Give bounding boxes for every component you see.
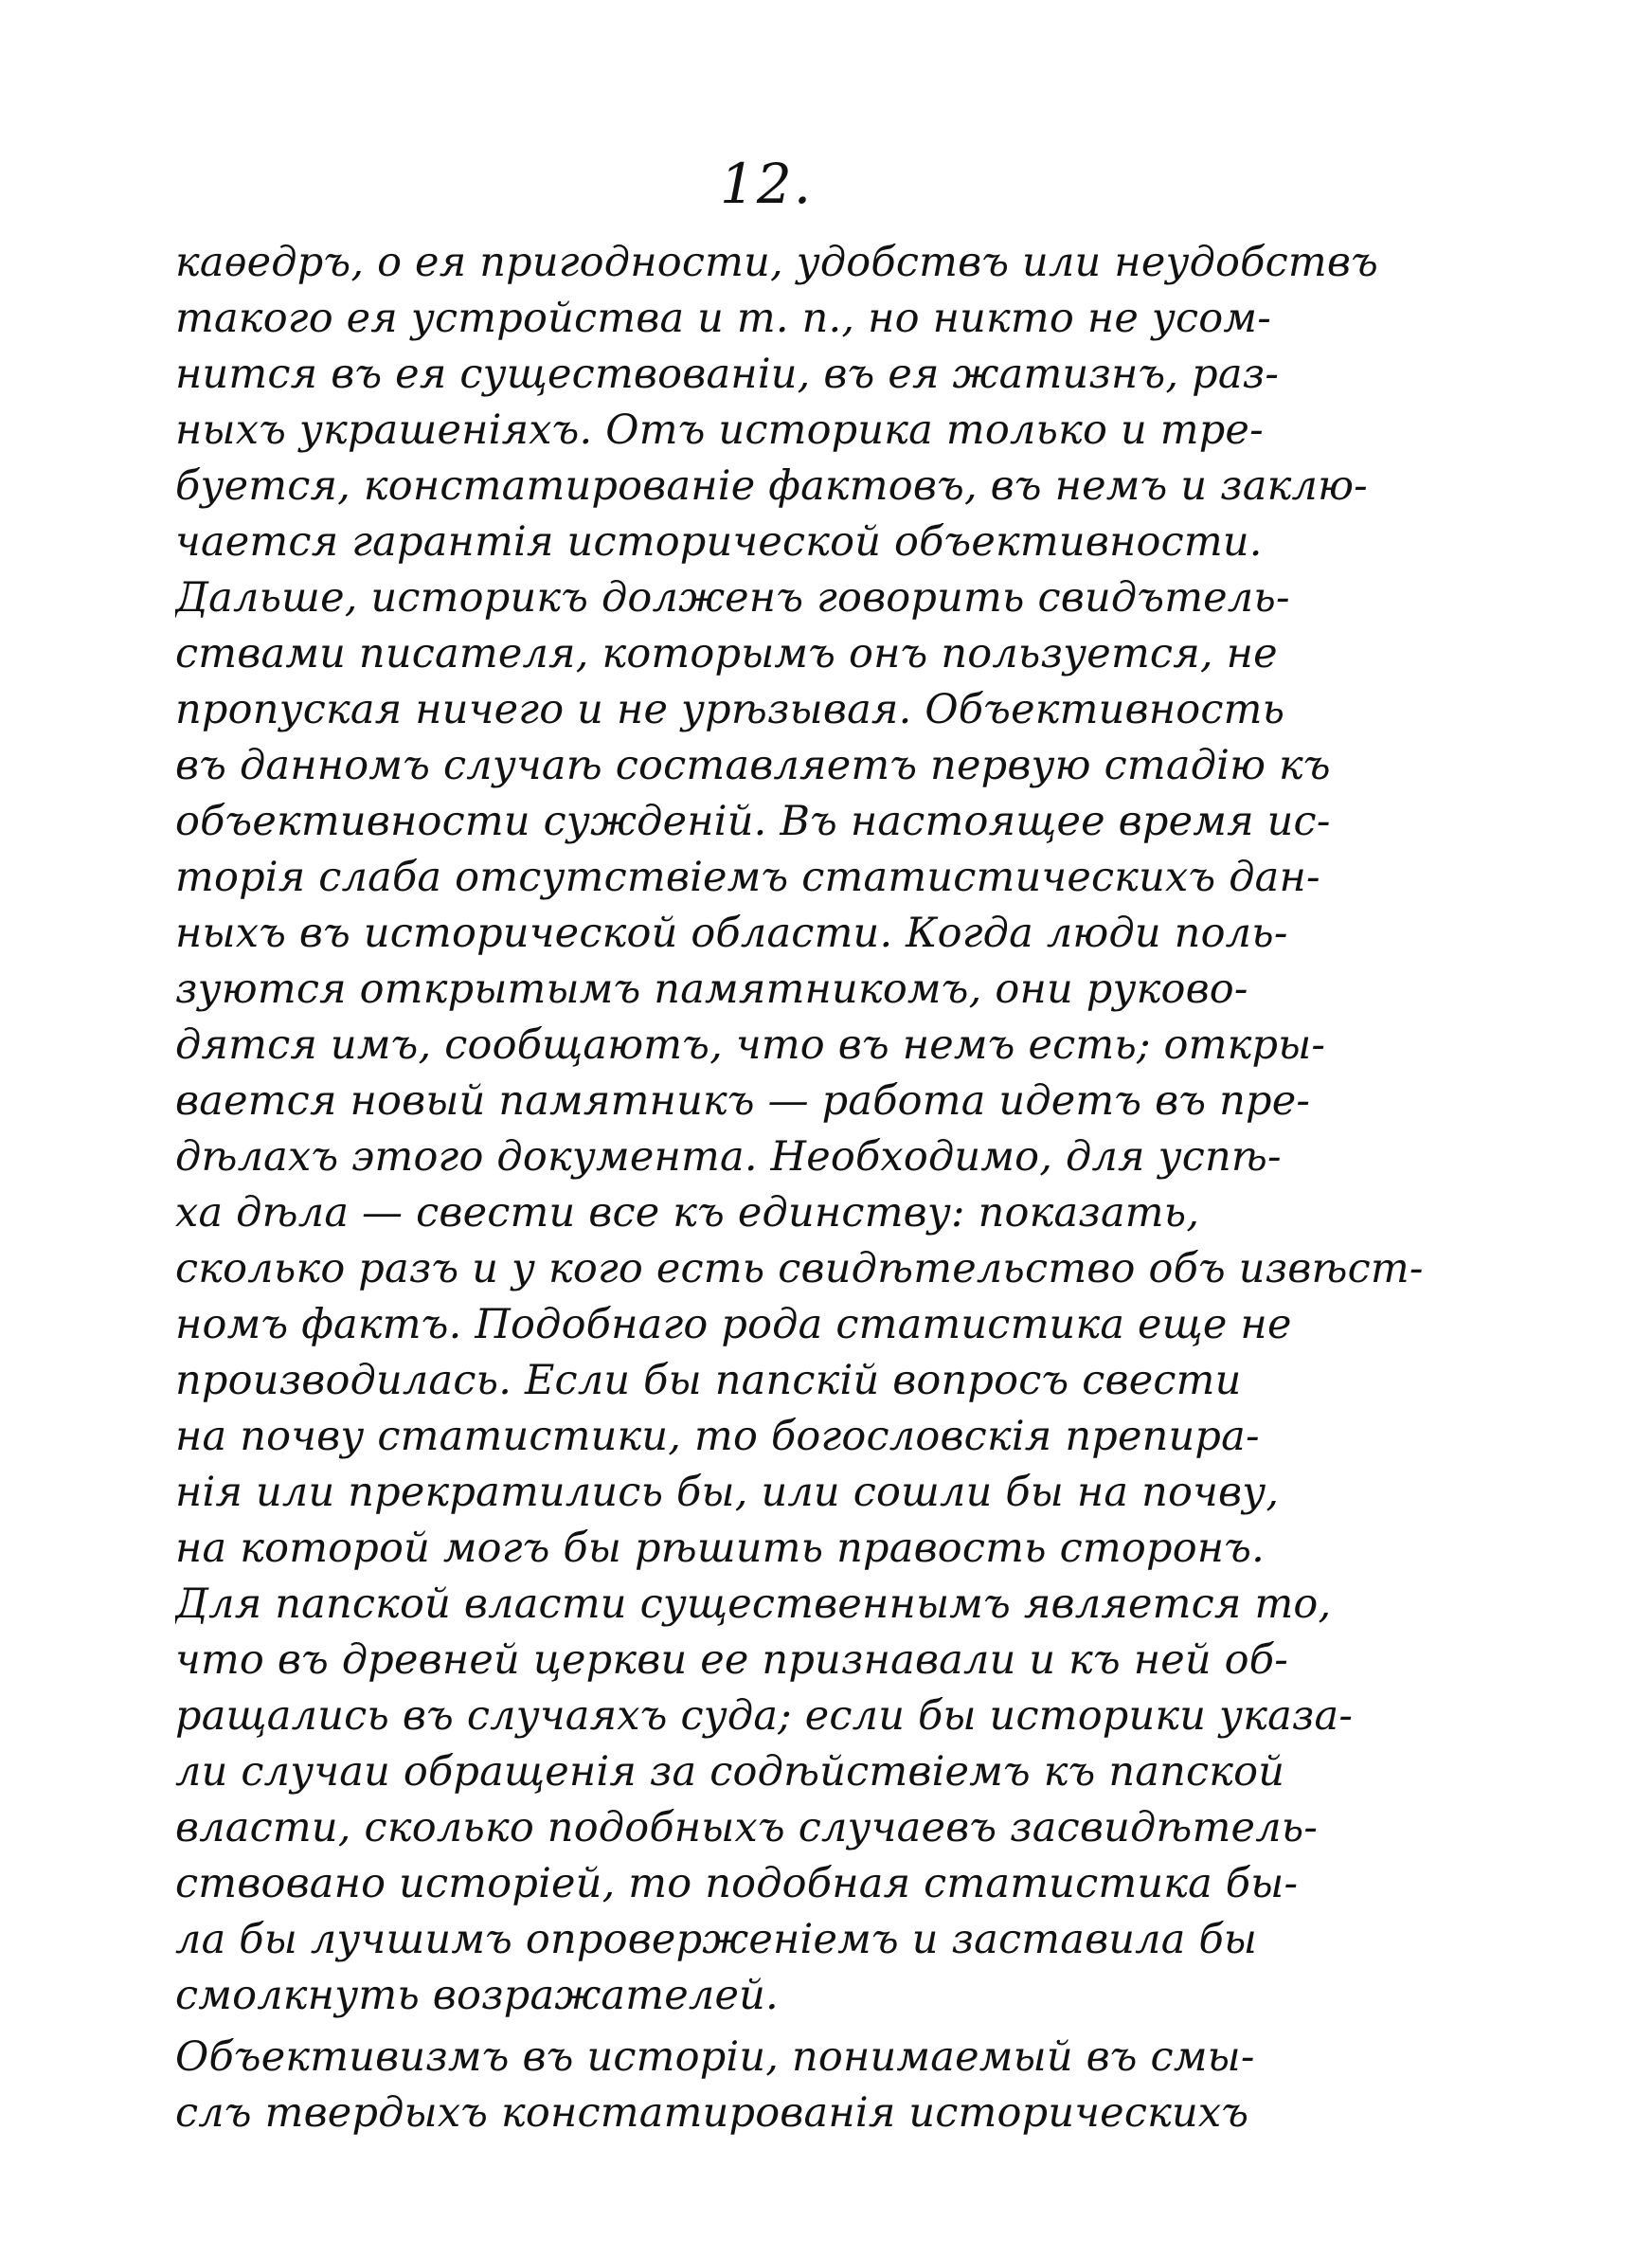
text-line: что въ древней церкви ее признавали и къ ней об-: [175, 1636, 1288, 1684]
text-line: дѣлахъ этого документа. Необходимо, для успѣ-: [175, 1133, 1282, 1181]
text-line: номъ фактъ. Подобнаго рода статистика еще не: [175, 1301, 1292, 1348]
text-line: ха дѣла — свести все къ единству: показать,: [175, 1189, 1200, 1237]
text-line: каѳедръ, о ея пригодности, удобствъ или неудобствъ: [175, 239, 1378, 286]
text-line: смолкнуть возражателей.: [175, 1972, 779, 2019]
text-line: нится въ ея существованіи, въ ея жатизнъ, раз-: [175, 351, 1280, 398]
page-number: 12.: [720, 152, 814, 216]
text-line: Для папской власти существеннымъ является то,: [175, 1580, 1332, 1628]
text-line: чается гарантія исторической объективности.: [175, 518, 1263, 566]
text-line: Дальше, историкъ долженъ говорить свидътель-: [175, 574, 1290, 622]
text-line: дятся имъ, сообщаютъ, что въ немъ есть; откры-: [175, 1021, 1326, 1069]
text-line: ныхъ украшеніяхъ. Отъ историка только и тре-: [175, 406, 1264, 454]
text-line: въ данномъ случаѣ составляетъ первую стадію къ: [175, 742, 1331, 789]
text-line: ствами писателя, которымъ онъ пользуется, не: [175, 630, 1278, 677]
text-line: производилась. Если бы папскій вопросъ свести: [175, 1357, 1242, 1404]
text-line: торія слаба отсутствіемъ статистическихъ дан-: [175, 854, 1320, 901]
text-line: объективности сужденій. Въ настоящее время ис-: [175, 798, 1331, 845]
text-line: ли случаи обращенія за содѣйствіемъ къ папской: [175, 1748, 1285, 1796]
text-line: вается новый памятникъ — работа идетъ въ пре-: [175, 1077, 1311, 1125]
text-line: власти, сколько подобныхъ случаевъ засвидѣтель-: [175, 1804, 1319, 1851]
text-line: пропуская ничего и не урѣзывая. Объективность: [175, 686, 1285, 733]
text-line: слъ твердыхъ констатированія историческихъ: [175, 2089, 1249, 2137]
handwritten-text-body: [175, 235, 1463, 2141]
text-line: ствовано исторіей, то подобная статистика бы-: [175, 1860, 1299, 1907]
text-line: ла бы лучшимъ опроверженіемъ и заставила бы: [175, 1916, 1258, 1963]
text-line: на которой могъ бы рѣшить правость сторонъ.: [175, 1525, 1266, 1572]
text-line: ращались въ случаяхъ суда; если бы историки указа-: [175, 1692, 1354, 1740]
text-line: такого ея устройства и т. п., но никто не усом-: [175, 295, 1271, 342]
text-line: буется, констатированіе фактовъ, въ немъ и заклю-: [175, 462, 1368, 510]
text-line: нія или прекратились бы, или сошли бы на почву,: [175, 1469, 1280, 1516]
text-line: Объективизмъ въ исторіи, понимаемый въ смы-: [175, 2033, 1255, 2081]
text-line: ныхъ въ исторической области. Когда люди поль-: [175, 910, 1288, 957]
text-line: зуются открытымъ памятникомъ, они руково-: [175, 966, 1248, 1013]
text-line: сколько разъ и у кого есть свидѣтельство объ извѣст-: [175, 1245, 1424, 1292]
text-line: на почву статистики, то богословскія препира-: [175, 1413, 1260, 1460]
